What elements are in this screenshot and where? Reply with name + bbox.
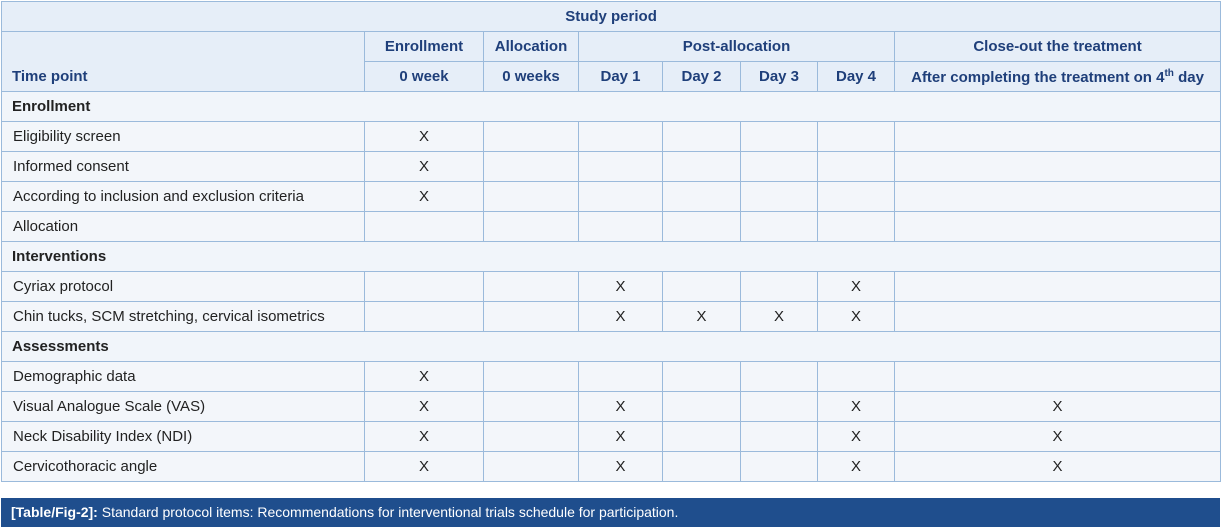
enrollment-week-header: 0 week — [365, 62, 484, 92]
schedule-mark-cell: X — [579, 452, 663, 482]
allocation-header: Allocation — [484, 32, 579, 62]
schedule-mark-cell: X — [818, 452, 895, 482]
schedule-mark-cell — [663, 272, 741, 302]
section-title-interventions: Interventions — [2, 242, 1221, 272]
time-point-header: Time point — [2, 32, 365, 92]
schedule-mark-cell — [663, 152, 741, 182]
protocol-schedule-table — [1, 1, 1221, 482]
schedule-mark-cell — [663, 362, 741, 392]
schedule-mark-cell — [579, 122, 663, 152]
section-row-interventions — [2, 242, 1221, 272]
figure-caption — [1, 498, 1220, 527]
schedule-mark-cell — [484, 452, 579, 482]
schedule-mark-cell — [484, 272, 579, 302]
schedule-mark-cell: X — [818, 272, 895, 302]
schedule-mark-cell — [365, 212, 484, 242]
day4-header: Day 4 — [818, 62, 895, 92]
caption-tag: [Table/Fig-2]: — [11, 504, 98, 520]
schedule-mark-cell: X — [365, 362, 484, 392]
table-row — [2, 212, 1221, 242]
schedule-mark-cell: X — [579, 272, 663, 302]
schedule-mark-cell: X — [365, 452, 484, 482]
row-label: According to inclusion and exclusion criteria — [2, 182, 365, 212]
schedule-mark-cell — [365, 272, 484, 302]
schedule-mark-cell: X — [365, 122, 484, 152]
section-row-assessments — [2, 332, 1221, 362]
schedule-mark-cell: X — [579, 422, 663, 452]
schedule-mark-cell — [663, 182, 741, 212]
close-out-timepoint-header: After completing the treatment on 4th day — [895, 62, 1221, 92]
row-label: Demographic data — [2, 362, 365, 392]
schedule-mark-cell — [895, 122, 1221, 152]
schedule-mark-cell — [895, 152, 1221, 182]
table-row — [2, 362, 1221, 392]
schedule-mark-cell: X — [741, 302, 818, 332]
day3-header: Day 3 — [741, 62, 818, 92]
row-label: Cyriax protocol — [2, 272, 365, 302]
schedule-mark-cell — [741, 272, 818, 302]
schedule-mark-cell: X — [579, 392, 663, 422]
schedule-mark-cell — [818, 122, 895, 152]
table-row — [2, 182, 1221, 212]
schedule-mark-cell — [895, 272, 1221, 302]
schedule-mark-cell — [741, 152, 818, 182]
schedule-mark-cell — [741, 392, 818, 422]
schedule-mark-cell: X — [895, 392, 1221, 422]
row-label: Allocation — [2, 212, 365, 242]
schedule-mark-cell — [663, 452, 741, 482]
schedule-mark-cell: X — [365, 422, 484, 452]
schedule-mark-cell: X — [663, 302, 741, 332]
header-row-phases — [2, 32, 1221, 62]
table-row — [2, 422, 1221, 452]
day1-header: Day 1 — [579, 62, 663, 92]
schedule-mark-cell — [484, 152, 579, 182]
schedule-mark-cell — [484, 392, 579, 422]
schedule-mark-cell — [895, 182, 1221, 212]
schedule-mark-cell — [484, 422, 579, 452]
allocation-week-header: 0 weeks — [484, 62, 579, 92]
day2-header: Day 2 — [663, 62, 741, 92]
schedule-mark-cell: X — [895, 452, 1221, 482]
schedule-mark-cell — [741, 362, 818, 392]
schedule-mark-cell — [741, 452, 818, 482]
section-title-assessments: Assessments — [2, 332, 1221, 362]
schedule-mark-cell: X — [818, 392, 895, 422]
schedule-mark-cell — [741, 122, 818, 152]
schedule-mark-cell — [484, 212, 579, 242]
schedule-mark-cell — [484, 362, 579, 392]
schedule-mark-cell — [818, 362, 895, 392]
schedule-mark-cell — [579, 362, 663, 392]
schedule-mark-cell — [484, 182, 579, 212]
table-row — [2, 272, 1221, 302]
schedule-mark-cell — [579, 182, 663, 212]
schedule-mark-cell — [484, 302, 579, 332]
schedule-mark-cell — [484, 122, 579, 152]
schedule-mark-cell — [579, 152, 663, 182]
schedule-mark-cell — [741, 182, 818, 212]
schedule-mark-cell: X — [818, 422, 895, 452]
schedule-mark-cell — [818, 152, 895, 182]
row-label: Eligibility screen — [2, 122, 365, 152]
table-row — [2, 452, 1221, 482]
row-label: Cervicothoracic angle — [2, 452, 365, 482]
schedule-mark-cell: X — [365, 182, 484, 212]
section-row-enrollment — [2, 92, 1221, 122]
schedule-mark-cell — [818, 182, 895, 212]
schedule-mark-cell — [663, 392, 741, 422]
row-label: Visual Analogue Scale (VAS) — [2, 392, 365, 422]
schedule-mark-cell — [663, 122, 741, 152]
schedule-mark-cell — [818, 212, 895, 242]
schedule-mark-cell — [579, 212, 663, 242]
table-row — [2, 302, 1221, 332]
schedule-mark-cell: X — [579, 302, 663, 332]
header-row-study-period — [2, 2, 1221, 32]
schedule-mark-cell — [663, 212, 741, 242]
table-row — [2, 122, 1221, 152]
schedule-mark-cell — [741, 212, 818, 242]
table-row — [2, 392, 1221, 422]
schedule-mark-cell: X — [818, 302, 895, 332]
caption-text: Standard protocol items: Recommendations for interventional trials schedule for participation. — [97, 504, 679, 520]
section-title-enrollment: Enrollment — [2, 92, 1221, 122]
enrollment-header: Enrollment — [365, 32, 484, 62]
schedule-mark-cell — [741, 422, 818, 452]
schedule-mark-cell: X — [895, 422, 1221, 452]
study-period-header: Study period — [2, 2, 1221, 32]
schedule-mark-cell — [895, 362, 1221, 392]
row-label: Neck Disability Index (NDI) — [2, 422, 365, 452]
schedule-mark-cell: X — [365, 392, 484, 422]
close-out-header: Close-out the treatment — [895, 32, 1221, 62]
schedule-mark-cell — [663, 422, 741, 452]
row-label: Chin tucks, SCM stretching, cervical isometrics — [2, 302, 365, 332]
post-allocation-header: Post-allocation — [579, 32, 895, 62]
table-row — [2, 152, 1221, 182]
schedule-mark-cell — [895, 212, 1221, 242]
schedule-mark-cell: X — [365, 152, 484, 182]
schedule-mark-cell — [365, 302, 484, 332]
row-label: Informed consent — [2, 152, 365, 182]
schedule-mark-cell — [895, 302, 1221, 332]
